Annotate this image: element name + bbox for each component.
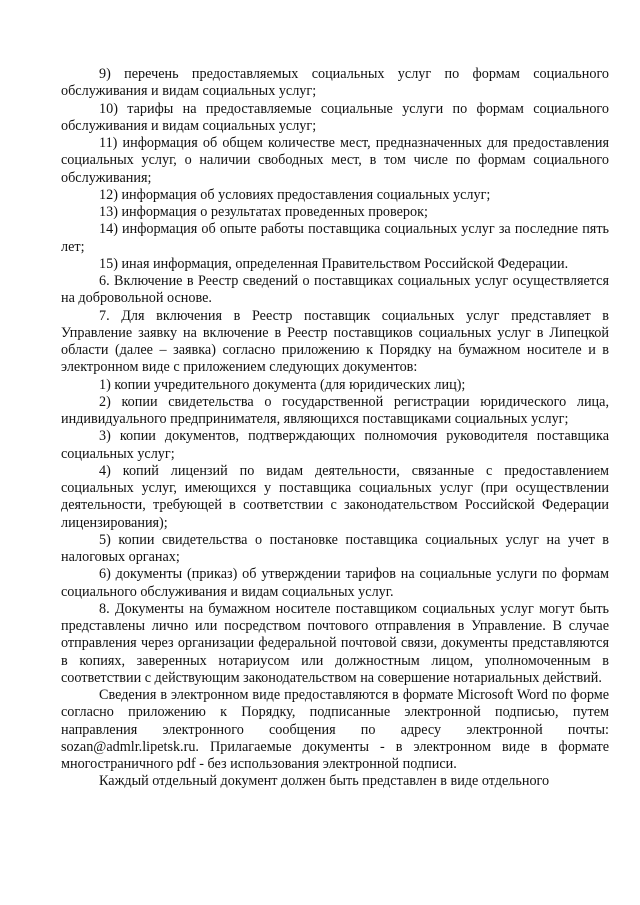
document-list-item-1: 1) копии учредительного документа (для юридических лиц); [99,376,466,393]
section-6-paragraph: 6. Включение в Реестр сведений о поставщиках социальных услуг осуществляется на добровольной основе. [61,273,609,307]
list-item-11: 11) информация об общем количестве мест, предназначенных для предоставления социальных услуг, о наличии свободных мест, в том числе по формам социального обслуживания; [61,135,609,186]
document-list-item-3: 3) копии документов, подтверждающих полномочия руководителя поставщика социальных услуг; [61,428,609,462]
list-item-13: 13) информация о результатах проведенных проверок; [99,204,428,220]
separate-document-paragraph: Каждый отдельный документ должен быть представлен в виде отдельного [99,773,550,790]
list-item-10: 10) тарифы на предоставляемые социальные услуги по формам социального обслуживания и видам социальных услуг; [61,100,609,134]
list-item-9: 9) перечень предоставляемых социальных услуг по формам социального обслуживания и видам социальных услуг; [61,66,609,100]
document-list-item-5: 5) копии свидетельства о постановке поставщика социальных услуг на учет в налоговых органах; [61,531,609,565]
list-item-14: 14) информация об опыте работы поставщика социальных услуг за последние пять лет; [61,221,609,255]
list-item-15: 15) иная информация, определенная Правительством Российской Федерации. [99,255,569,272]
section-7-paragraph: 7. Для включения в Реестр поставщик социальных услуг представляет в Управление заявку на включение в Реестр поставщиков социальных услуг в Липецкой области (далее – заявка) согласно приложению к Порядку на бумажном носителе и в электронном виде с приложением следующих документов: [61,307,609,376]
document-list-item-4: 4) копий лицензий по видам деятельности, связанные с предоставлением социальных услуг, имеющихся у поставщика социальных услуг (при осуществлении деятельности, требующей в соответствии с законодательством Российской Федерации лицензирования); [61,462,609,531]
list-item-12: 12) информация об условиях предоставления социальных услуг; [99,186,491,203]
section-8-paragraph: 8. Документы на бумажном носителе поставщиком социальных услуг могут быть представлены лично или посредством почтового отправления в Управление. В случае отправления через организации федеральной почтовой связи, документы представляются в копиях, заверенных нотариусом или должностным лицом, уполномоченным в соответствии с действующим законодательством на совершение нотариальных действий. [61,600,609,686]
document-body [61,66,609,791]
document-list-item-6: 6) документы (приказ) об утверждении тарифов на социальные услуги по формам социального обслуживания и видам социальных услуг. [61,566,609,600]
document-list-item-2: 2) копии свидетельства о государственной регистрации юридического лица, индивидуального предпринимателя, являющихся поставщиками социальных услуг; [61,393,609,427]
electronic-submission-paragraph: Сведения в электронном виде предоставляются в формате Microsoft Word по форме согласно приложению к Порядку, подписанные электронной подписью, путем направления электронного сообщения по адресу электронной почты: sozan@admlr.lipetsk.ru. Прилагаемые документы - в электронном виде в формате многостраничного pdf - без использования электронной подписи. [61,687,609,772]
